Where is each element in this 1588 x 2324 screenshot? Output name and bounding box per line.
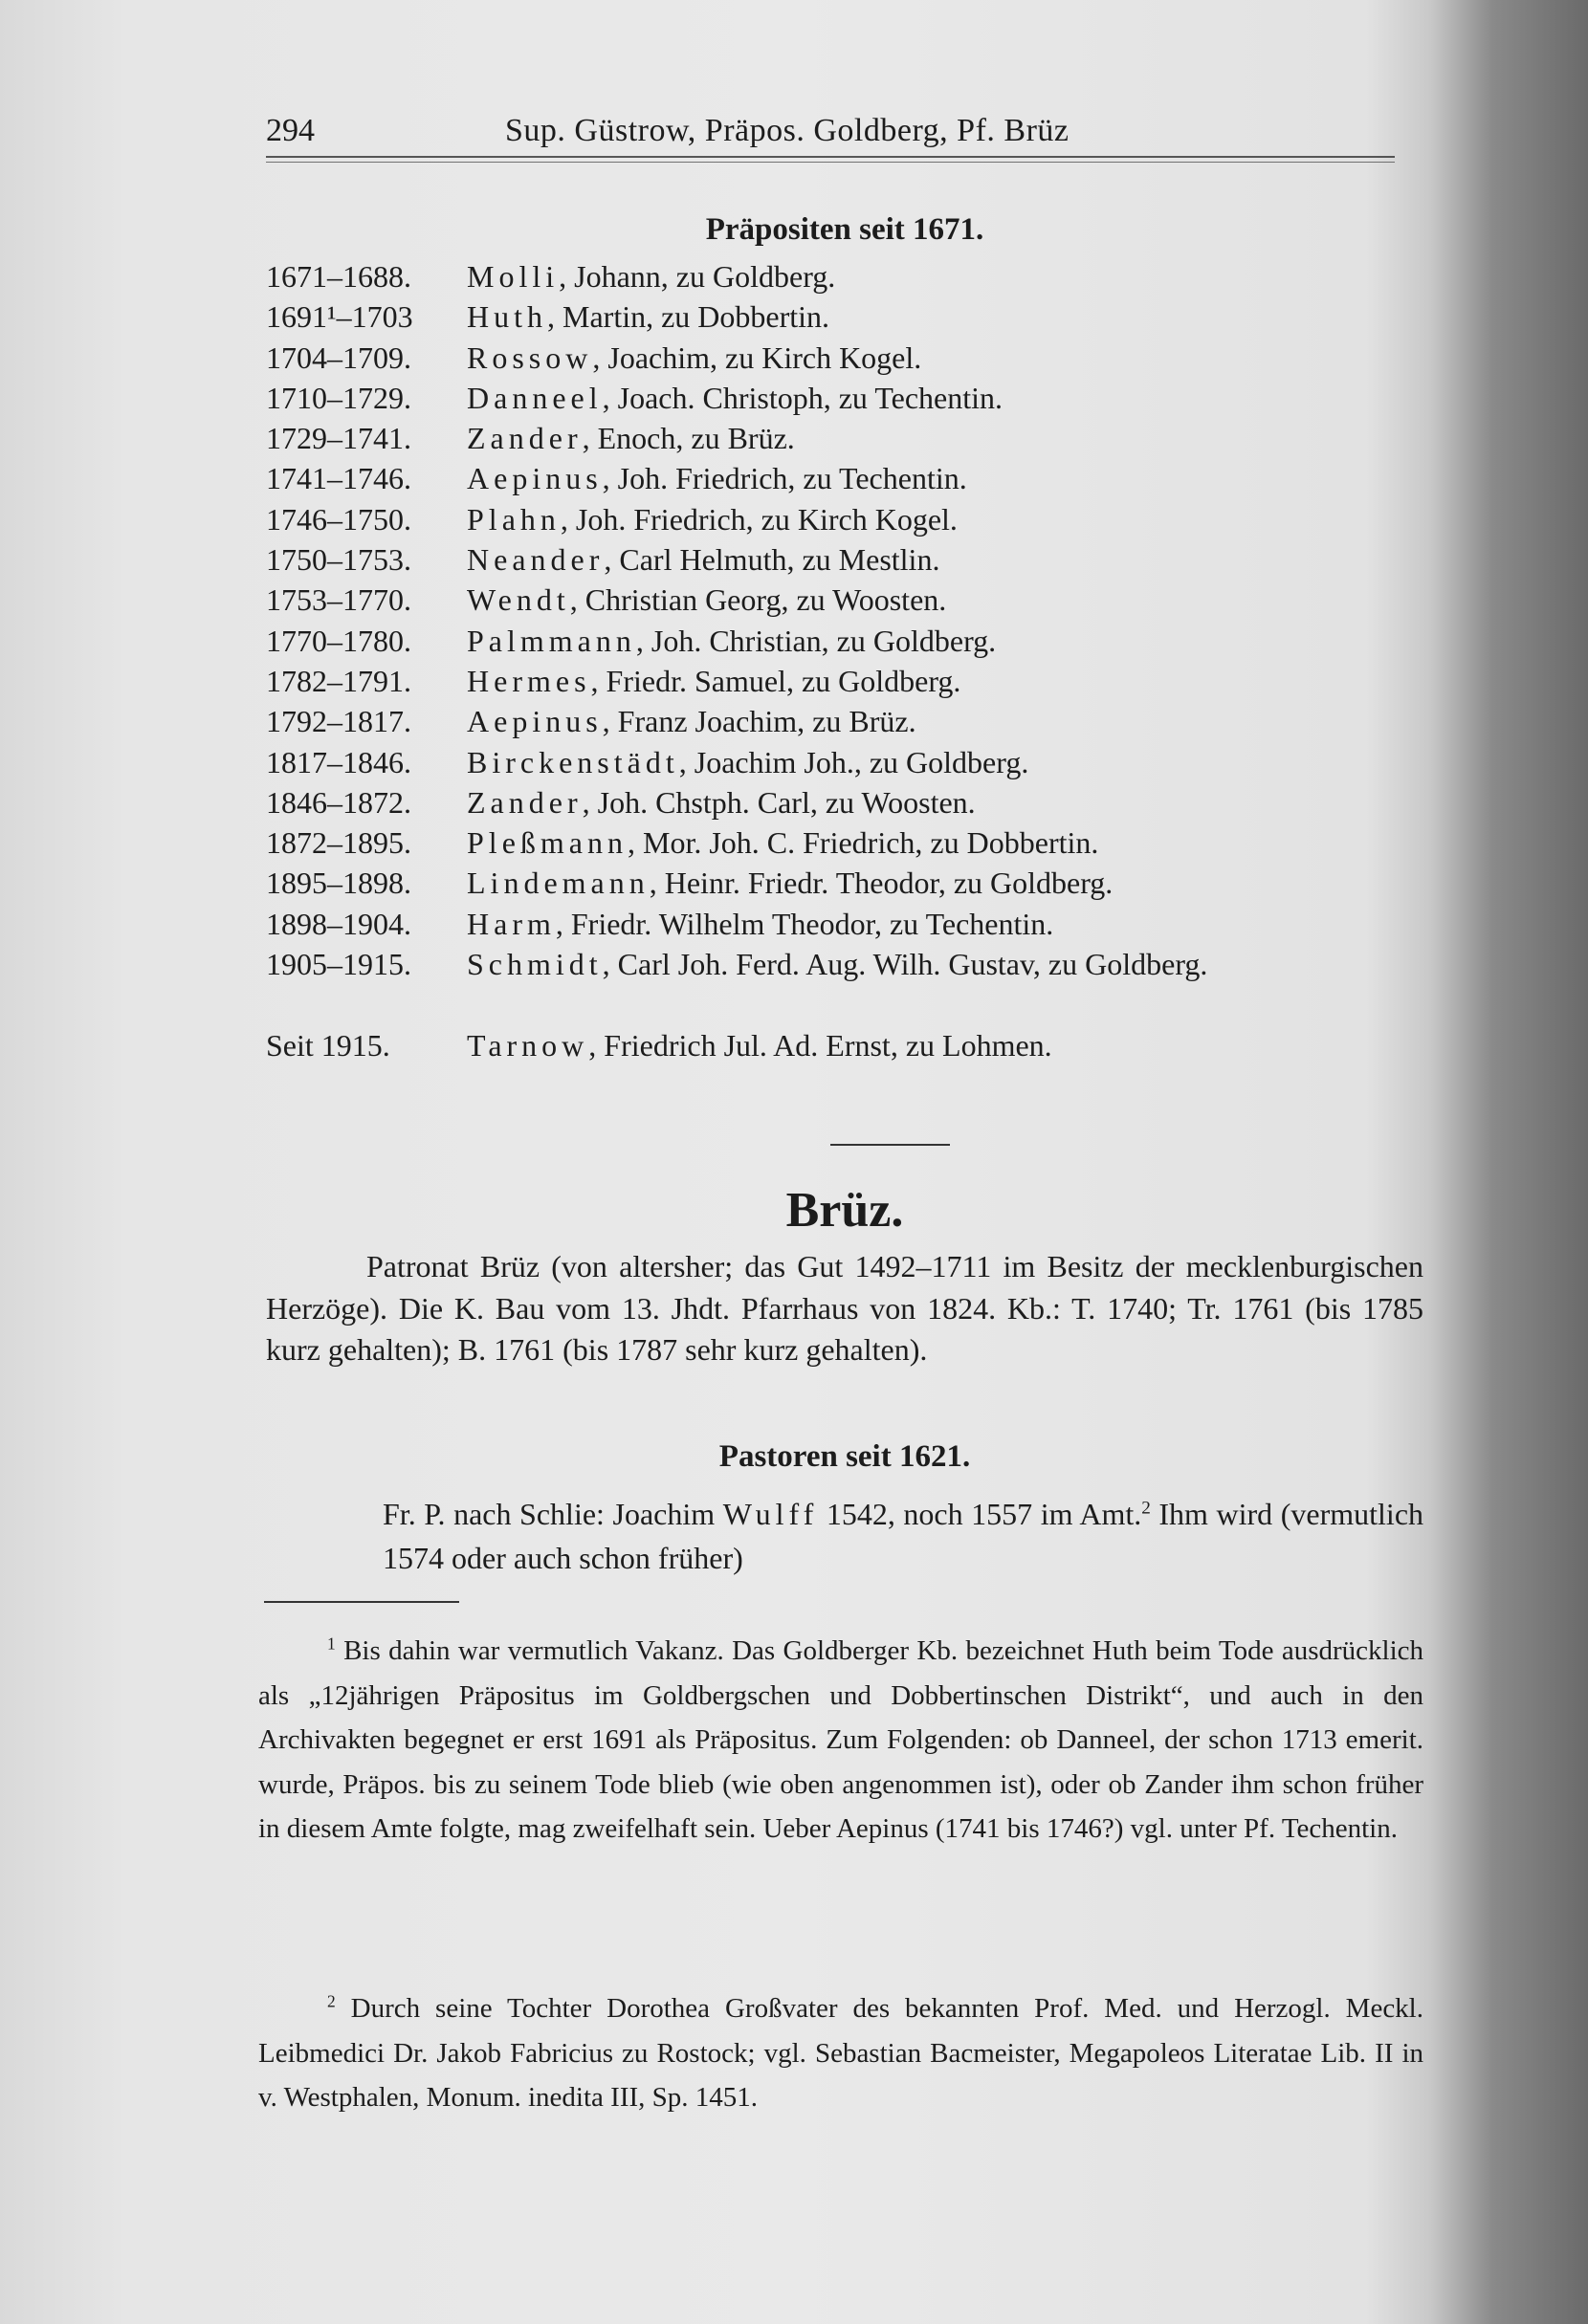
person-name: Plahn (467, 501, 561, 537)
text: Fr. P. nach Schlie: Joachim (383, 1497, 723, 1531)
date-range: 1729–1741. (266, 421, 411, 456)
header-rule (266, 156, 1395, 163)
details: , Joh. Friedrich, zu Techentin. (602, 461, 967, 496)
date-range: 1898–1904. (266, 906, 411, 941)
entry-text (467, 822, 1452, 863)
date-range: 1770–1780. (266, 623, 411, 658)
person-name: Huth (467, 299, 547, 335)
person-name: Molli (467, 259, 560, 294)
person-name: Tarnow (467, 1027, 589, 1063)
details: , Martin, zu Dobbertin. (547, 299, 830, 335)
list-item (266, 378, 1452, 418)
list-item (266, 539, 1452, 580)
person-name: Birckenstädt (467, 744, 679, 779)
footnote-text: Bis dahin war vermutlich Vakanz. Das Goldberger Kb. bezeichnet Huth beim Tode ausdrücklich als „12jährigen Präpositus im Goldbergschen und Dobbertinschen Distrikt“, und auch in den Archivakten begegnet er erst 1691 als Präpositus. Zum Folgenden: ob Danneel, der schon 1713 emerit. wurde, Präpos. bis zu seinem Tode blieb (wie oben angenommen ist), oder ob Zander ihm schon früher in diesem Amte folgte, mag zweifelhaft sein. Ueber Aepinus (1741 bis 1746?) vgl. unter Pf. Techentin. (258, 1635, 1424, 1844)
list-item (266, 418, 1452, 458)
list-item (266, 580, 1452, 620)
list-item (266, 904, 1452, 944)
entry-text (467, 1025, 1452, 1065)
details: , Carl Helmuth, zu Mestlin. (604, 542, 940, 578)
list-item (266, 944, 1452, 1025)
person-name: Aepinus (467, 461, 603, 496)
entry-text (467, 904, 1452, 944)
person-name: Wendt (467, 582, 570, 618)
person-name: Pleßmann (467, 825, 628, 861)
text: Ihm wird (vermutlich 1574 oder auch schon früher) (383, 1497, 1424, 1575)
details: , Carl Joh. Ferd. Aug. Wilh. Gustav, zu Goldberg. (602, 947, 1208, 982)
details: , Joachim Joh., zu Goldberg. (678, 744, 1029, 779)
date-range: 1792–1817. (266, 704, 411, 739)
details: , Christian Georg, zu Woosten. (569, 582, 947, 618)
person-name: Harm (467, 906, 556, 941)
person-name: Schmidt (467, 947, 603, 982)
entry-text (467, 458, 1452, 498)
date-range: 1905–1915. (266, 947, 411, 982)
date-range: 1691¹–1703 (266, 299, 413, 335)
details: , Friedr. Samuel, zu Goldberg. (590, 663, 961, 698)
date-range: 1710–1729. (266, 380, 411, 415)
list-item (266, 621, 1452, 661)
pastoren-paragraph (383, 1492, 1423, 1580)
details: , Enoch, zu Brüz. (582, 421, 795, 456)
entry-text (467, 782, 1452, 822)
details: , Joh. Chstph. Carl, zu Woosten. (582, 784, 976, 820)
footnote-2 (258, 1986, 1423, 2120)
entry-text (467, 944, 1452, 1025)
details: , Mor. Joh. C. Friedrich, zu Dobbertin. (627, 825, 1099, 861)
person-name: Neander (467, 542, 605, 578)
footnote-text: Durch seine Tochter Dorothea Großvater des bekannten Prof. Med. und Herzogl. Meckl. Leibmedici Dr. Jakob Fabricius zu Rostock; vgl. Sebastian Bacmeister, Megapoleos Literatae Lib. II in v. Westphalen, Monum. inedita III, Sp. 1451. (258, 1993, 1423, 2113)
list-item (266, 458, 1452, 498)
list-item (266, 338, 1452, 378)
list-item (266, 661, 1452, 701)
section-divider (830, 1144, 950, 1146)
details: , Friedrich Jul. Ad. Ernst, zu Lohmen. (588, 1027, 1052, 1063)
entry-text (467, 256, 1452, 296)
list-item (266, 1025, 1452, 1065)
entry-text (467, 499, 1452, 539)
entry-text (467, 661, 1452, 701)
details: , Johann, zu Goldberg. (559, 259, 836, 294)
footnote-mark: 1 (327, 1633, 336, 1654)
details: , Heinr. Friedr. Theodor, zu Goldberg. (649, 866, 1114, 901)
list-item (266, 822, 1452, 863)
page-number: 294 (266, 113, 315, 148)
date-range: 1671–1688. (266, 259, 411, 294)
list-item (266, 863, 1452, 903)
entry-text (467, 338, 1452, 378)
details: , Joh. Christian, zu Goldberg. (635, 623, 997, 658)
date-range: 1704–1709. (266, 340, 411, 375)
date-range: 1746–1750. (266, 501, 411, 537)
person-name: Aepinus (467, 704, 603, 739)
date-range: 1741–1746. (266, 461, 411, 496)
date-range: 1895–1898. (266, 866, 411, 901)
person-name: Zander (467, 784, 583, 820)
date-range: 1750–1753. (266, 542, 411, 578)
footnote-ref: 2 (1141, 1498, 1151, 1519)
entry-text (467, 418, 1452, 458)
footnote-rule (264, 1601, 459, 1603)
list-item (266, 782, 1452, 822)
pastoren-heading: Pastoren seit 1621. (718, 1439, 971, 1474)
date-range: 1782–1791. (266, 663, 411, 698)
list-item (266, 256, 1452, 296)
entry-text (467, 863, 1452, 903)
text: 1542, noch 1557 im Amt. (818, 1497, 1142, 1531)
details: , Joh. Friedrich, zu Kirch Kogel. (560, 501, 958, 537)
entry-text (467, 701, 1452, 741)
entry-text (467, 378, 1452, 418)
details: , Joach. Christoph, zu Techentin. (602, 380, 1004, 415)
date-range: 1753–1770. (266, 582, 411, 618)
running-header (266, 113, 1280, 151)
entry-text (467, 580, 1452, 620)
pastor-name: Wulff (722, 1497, 819, 1531)
person-name: Hermes (467, 663, 591, 698)
entry-text (467, 539, 1452, 580)
entry-text (467, 742, 1452, 782)
date-range: 1817–1846. (266, 744, 411, 779)
footnote-mark: 2 (327, 1991, 336, 2011)
list-item (266, 499, 1452, 539)
patronat-paragraph: Patronat Brüz (von altersher; das Gut 1492–1711 im Besitz der mecklenburgischen Herzöge). Die K. Bau vom 13. Jhdt. Pfarrhaus von 1824. Kb.: T. 1740; Tr. 1761 (bis 1785 kurz gehalten); B. 1761 (bis 1787 sehr kurz gehalten). (266, 1249, 1423, 1367)
footnote-1 (258, 1629, 1423, 1852)
list-item (266, 296, 1452, 337)
person-name: Danneel (467, 380, 603, 415)
praepositen-list (266, 256, 1452, 1065)
list-item (266, 701, 1452, 741)
details: , Friedr. Wilhelm Theodor, zu Techentin. (555, 906, 1054, 941)
list-item (266, 742, 1452, 782)
date-range: 1872–1895. (266, 825, 411, 861)
date-range: Seit 1915. (266, 1027, 390, 1063)
details: , Franz Joachim, zu Brüz. (602, 704, 916, 739)
entry-text (467, 621, 1452, 661)
person-name: Zander (467, 421, 583, 456)
entry-text (467, 296, 1452, 337)
details: , Joachim, zu Kirch Kogel. (592, 340, 922, 375)
person-name: Lindemann (467, 866, 650, 901)
praepositen-heading: Präpositen seit 1671. (705, 212, 984, 247)
person-name: Palmmann (467, 623, 636, 658)
person-name: Rossow (467, 340, 593, 375)
section-title: Brüz. (785, 1183, 904, 1238)
date-range: 1846–1872. (266, 784, 411, 820)
running-title: Sup. Güstrow, Präpos. Goldberg, Pf. Brüz (505, 113, 1070, 148)
